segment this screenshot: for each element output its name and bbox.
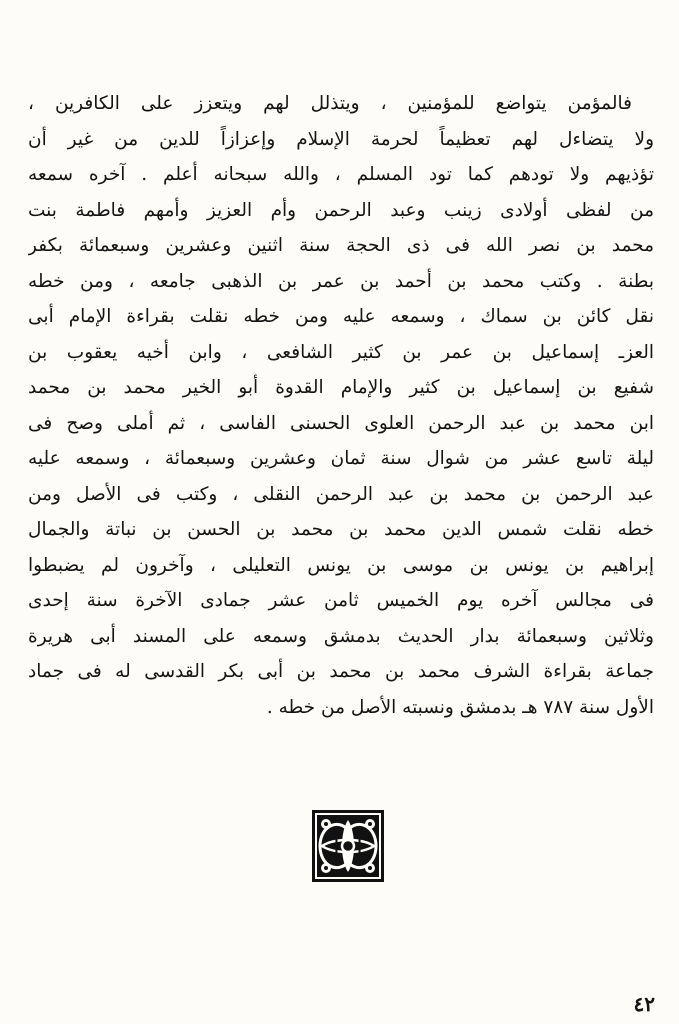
text-line-18: الأول سنة ٧٨٧ هـ بدمشق ونسبته الأصل من خطه . bbox=[266, 696, 654, 718]
text-line-5: محمد بن نصر الله فى ذى الحجة سنة اثنين وعشرين وسبعمائة بكفر bbox=[28, 235, 654, 256]
text-line-8: العزـ إسماعيل بن عمر بن كثير الشافعى ، وابن أخيه يعقوب بن bbox=[28, 341, 654, 363]
text-line-2: ولا يتضاءل لهم تعظيماً لحرمة الإسلام وإعزازاً للدين من غير أن bbox=[28, 128, 654, 150]
text-line-16: وثلاثين وسبعمائة بدار الحديث بدمشق وسمعه على المسند أبى هريرة bbox=[28, 625, 654, 647]
text-line-10: ابن محمد بن عبد الرحمن العلوى الحسنى الفاسى ، ثم أملى وصح فى bbox=[28, 412, 654, 434]
ornament-icon bbox=[310, 808, 386, 884]
text-line-9: شفيع بن إسماعيل بن كثير والإمام القدوة أبو الخير محمد بن محمد bbox=[28, 377, 654, 398]
text-line-11: ليلة تاسع عشر من شوال سنة ثمان وعشرين وسبعمائة ، وسمعه عليه bbox=[28, 448, 654, 469]
text-line-7: نقل كائن بن سماك ، وسمعه عليه ومن خطه نقلت بقراءة الإمام أبى bbox=[28, 306, 654, 327]
text-line-15: فى مجالس آخره يوم الخميس ثامن عشر جمادى الآخرة سنة إحدى bbox=[28, 590, 654, 611]
text-line-4: من لفظى أولادى زينب وعبد الرحمن وأم العزيز وأمهم فاطمة بنت bbox=[28, 199, 654, 221]
page-number: ٤٢ bbox=[633, 992, 655, 1016]
text-line-13: خطه نقلت شمس الدين محمد بن محمد بن الحسن بن نباتة والجمال bbox=[28, 519, 654, 540]
body-text bbox=[28, 86, 654, 725]
text-line-1: فالمؤمن يتواضع للمؤمنين ، ويتذلل لهم ويتعزز على الكافرين ، bbox=[28, 93, 632, 114]
text-line-14: إبراهيم بن يونس بن موسى بن يونس التعليلى ، وآخرون لم يضبطوا bbox=[28, 554, 654, 576]
text-line-3: تؤذيهم ولا تودهم كما تود المسلم ، والله سبحانه أعلم . آخره سمعه bbox=[28, 164, 654, 185]
text-line-6: بطنة . وكتب محمد بن أحمد بن عمر بن الذهبى جامعه ، ومن خطه bbox=[28, 270, 654, 292]
text-line-17: جماعة بقراءة الشرف محمد بن محمد بن أبى بكر القدسى له فى جماد bbox=[28, 661, 654, 682]
text-line-12: عبد الرحمن بن محمد بن عبد الرحمن النقلى ، وكتب فى الأصل ومن bbox=[28, 483, 654, 505]
